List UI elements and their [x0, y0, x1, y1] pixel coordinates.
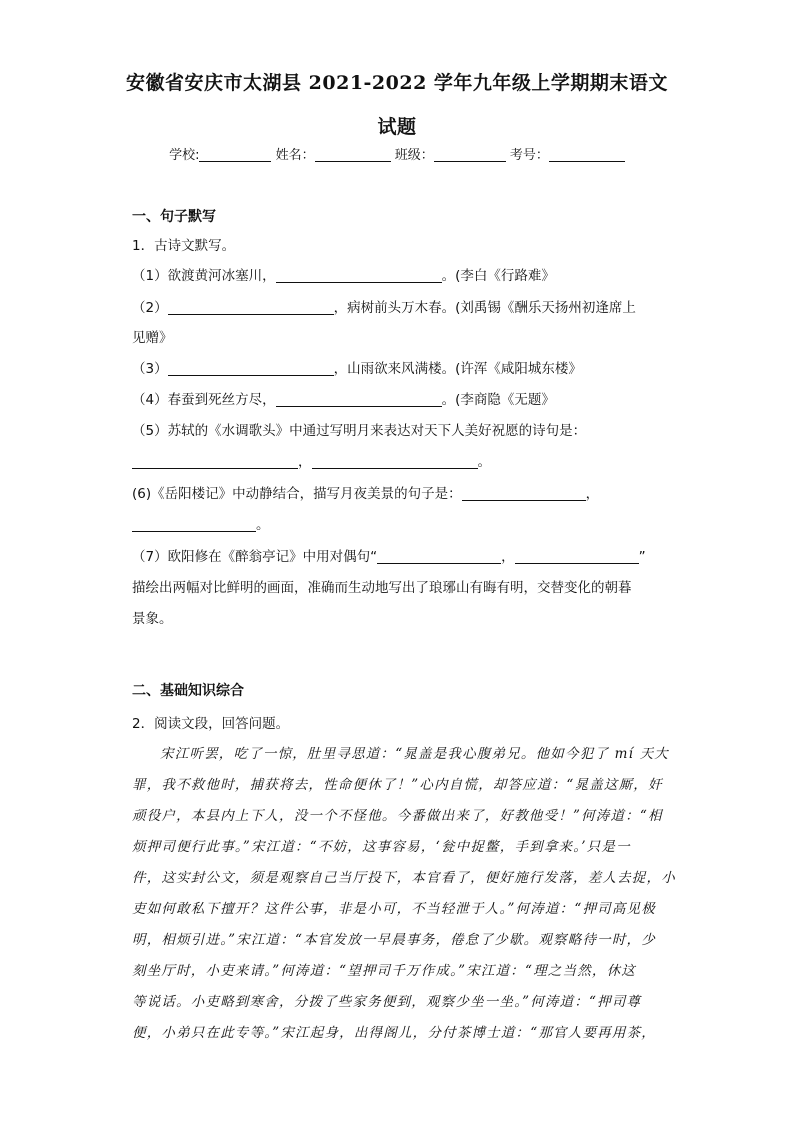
item2-text: （2）: [132, 300, 168, 316]
item4-blank[interactable]: [276, 392, 442, 407]
section2-heading: 二、基础知识综合: [132, 683, 244, 699]
item7-blank-1[interactable]: [377, 549, 501, 564]
poem-item-7: [132, 545, 646, 565]
poem-item-5-answer: [132, 450, 491, 470]
name-blank[interactable]: [315, 147, 391, 162]
item1-blank[interactable]: [276, 268, 442, 283]
item7-blank-2[interactable]: [515, 549, 639, 564]
item7-text: （7）欧阳修在《醉翁亭记》中用对偶句“: [132, 549, 378, 565]
passage-line: 烦押司便行此事。”宋江道：“不妨，这事容易，‘瓮中捉鳖，手到拿来。’只是一: [132, 839, 631, 855]
exam-no-label: 考号：: [509, 148, 549, 163]
passage-line: 宋江听罢，吃了一惊，肚里寻思道：“晁盖是我心腹弟兄。他如今犯了 mí 天大: [160, 746, 670, 762]
passage-line: 便，小弟只在此专等。”宋江起身，出得阁儿，分付茶博士道：“那官人要再用茶，: [132, 1025, 656, 1041]
item6-separator: ，: [585, 486, 600, 502]
passage-line: 刻坐厅时，小吏来请。”何涛道：“望押司千万作成。”宋江道：“理之当然，休这: [132, 963, 637, 979]
item3-blank[interactable]: [168, 361, 334, 376]
student-info-row: [0, 144, 794, 163]
passage-line: 吏如何敢私下擅开？这件公事，非是小可，不当轻泄于人。”何涛道：“押司高见极: [132, 901, 656, 917]
school-blank[interactable]: [199, 147, 271, 162]
school-label: 学校:: [169, 148, 200, 163]
item6-blank-1[interactable]: [462, 486, 586, 501]
question1-prompt: 1．古诗文默写。: [132, 238, 236, 254]
class-blank[interactable]: [434, 147, 506, 162]
item6-blank-2[interactable]: [132, 517, 256, 532]
item5-separator: ，: [298, 454, 312, 470]
poem-item-7-cont2: 景象。: [132, 611, 173, 627]
question2-prompt: 2．阅读文段，回答问题。: [132, 716, 290, 732]
passage-line: 罪，我不救他时，捕获将去，性命便休了！”心内自慌，却答应道：“晁盖这厮，奸: [132, 777, 663, 793]
poem-item-6: [132, 482, 599, 502]
item3-source: ，山雨欲来风满楼。(许浑《咸阳城东楼》: [333, 361, 582, 377]
poem-item-3: [132, 357, 582, 377]
name-label: 姓名：: [275, 148, 315, 163]
item7-separator: ，: [501, 549, 515, 565]
item3-text: （3）: [132, 361, 168, 377]
item5-blank-1[interactable]: [132, 454, 298, 469]
poem-item-4: [132, 388, 555, 408]
passage-line: 件，这实封公文，须是观察自己当厅投下，本官看了，便好施行发落，差人去捉，小: [132, 870, 676, 886]
class-label: 班级：: [394, 148, 434, 163]
item7-end: ”: [638, 549, 646, 565]
passage-line: 明，相烦引进。”宋江道：“本官发放一早晨事务，倦怠了少歇。观察略待一时，少: [132, 932, 656, 948]
item2-source: ，病树前头万木春。(刘禹锡《酬乐天扬州初逢席上: [333, 300, 636, 316]
passage-line: 顽役户，本县内上下人，没一个不怪他。今番做出来了，好教他受！”何涛道：“相: [132, 808, 663, 824]
item6-text: (6)《岳阳楼记》中动静结合，描写月夜美景的句子是：: [132, 486, 462, 502]
poem-item-1: [132, 264, 555, 284]
poem-item-2: [132, 296, 636, 316]
item4-source: 。(李商隐《无题》: [441, 392, 555, 408]
exam-title-line2: 试题: [377, 116, 417, 138]
poem-item-5: （5）苏轼的《水调歌头》中通过写明月来表达对天下人美好祝愿的诗句是：: [132, 423, 587, 439]
item4-text: （4）春蚕到死丝方尽，: [132, 392, 276, 408]
exam-title-line1: 安徽省安庆市太湖县 2021-2022 学年九年级上学期期末语文: [126, 72, 668, 94]
exam-no-blank[interactable]: [549, 147, 625, 162]
item5-end: 。: [477, 454, 491, 470]
item1-source: 。(李白《行路难》: [441, 268, 555, 284]
item5-blank-2[interactable]: [312, 454, 478, 469]
section1-heading: 一、句子默写: [132, 209, 216, 225]
item1-text: （1）欲渡黄河冰塞川，: [132, 268, 276, 284]
passage-line: 等说话。小吏略到寒舍，分拨了些家务便到，观察少坐一坐。”何涛道：“押司尊: [132, 994, 642, 1010]
poem-item-2-cont: 见赠》: [132, 330, 173, 346]
poem-item-7-cont1: 描绘出两幅对比鲜明的画面，准确而生动地写出了琅琊山有晦有明，交替变化的朝暮: [132, 580, 632, 596]
poem-item-6-cont: [132, 513, 270, 533]
item6-end: 。: [256, 517, 270, 533]
item2-blank[interactable]: [168, 300, 334, 315]
